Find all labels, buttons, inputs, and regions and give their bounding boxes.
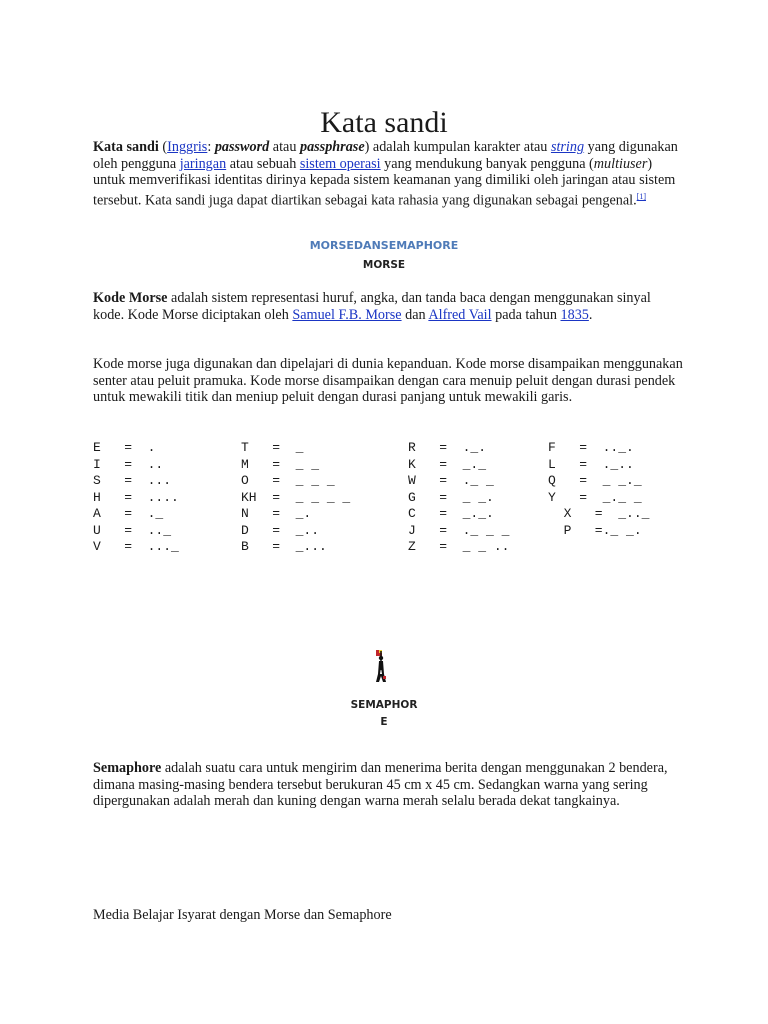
intro-text: yang digunakan oleh pengguna <box>93 139 678 172</box>
morse-code-entry: L = ._.. <box>548 456 634 472</box>
morse-code-entry: U = .._ <box>93 522 172 538</box>
reference-link[interactable]: [1] <box>636 192 646 202</box>
link-jaringan[interactable]: jaringan <box>179 155 227 172</box>
link-year-1835[interactable]: 1835 <box>560 306 589 323</box>
morse-code-entry: Y = _._ _ <box>548 489 642 505</box>
intro-text: atau sebuah <box>226 155 300 172</box>
intro-text: ( <box>158 139 168 155</box>
morse-code-entry: Q = _ _._ <box>548 473 642 488</box>
morse-code-entry: F = .._. <box>548 440 634 455</box>
link-sistem-operasi[interactable]: sistem operasi <box>299 155 381 172</box>
morse-code-entry: M = _ _ <box>241 456 320 472</box>
page-title: Kata sandi <box>320 106 448 140</box>
morse-term: Kode Morse <box>93 290 168 306</box>
term-passphrase: passphrase <box>299 139 365 155</box>
link-string-label: string <box>550 139 585 155</box>
term-password: password <box>214 139 270 155</box>
morse-code-entry: W = ._ _ <box>408 473 494 488</box>
semaphore-heading-line-1: SEMAPHOR <box>350 699 418 711</box>
footer-text: Media Belajar Isyarat dengan Morse dan Semaphore <box>93 907 392 923</box>
link-alfred-vail[interactable]: Alfred Vail <box>428 306 492 323</box>
morse-code-entry: G = _ _. <box>408 489 494 505</box>
morse-code-entry: KH = _ _ _ _ <box>241 489 351 505</box>
morse-code-entry: I = .. <box>93 456 164 472</box>
morse-code-entry: V = ..._ <box>93 539 179 554</box>
term-multiuser: multiuser <box>593 155 648 172</box>
morse-code-entry: Z = _ _ .. <box>408 539 510 554</box>
morse-heading: MORSE <box>362 259 406 271</box>
morse-code-entry: H = .... <box>93 489 179 505</box>
morse-code-entry: S = ... <box>93 473 172 488</box>
morse-code-entry: A = ._ <box>93 506 164 521</box>
intro-text: yang mendukung banyak pengguna ( <box>380 155 594 172</box>
link-samuel-morse[interactable]: Samuel F.B. Morse <box>292 306 402 323</box>
section-heading: MORSEDANSEMAPHORE <box>309 239 459 252</box>
intro-text: atau <box>269 139 300 155</box>
semaphore-paragraph <box>93 760 683 810</box>
morse-code-entry: X = _.._ <box>548 506 650 521</box>
intro-term: Kata sandi <box>93 139 159 155</box>
link-string[interactable] <box>551 139 584 155</box>
morse-code-entry: D = _.. <box>241 522 320 538</box>
morse-paragraph-1 <box>93 290 683 323</box>
morse-text: . <box>588 306 593 323</box>
morse-code-entry: B = _... <box>241 539 327 554</box>
morse-code-entry: J = ._ _ _ <box>408 522 510 538</box>
morse-text: adalah sistem representasi huruf, angka, dan tanda baca dengan menggunakan sinyal kode. Kode Morse diciptakan oleh <box>93 290 651 323</box>
semaphore-term: Semaphore <box>93 760 162 776</box>
morse-code-entry: E = . <box>93 440 156 455</box>
semaphore-text: adalah suatu cara untuk mengirim dan menerima berita dengan menggunakan 2 bendera, dimana masing-masing bendera tersebut berukuran 45 cm x 45 cm. Sedangkan warna yang sering dipergunakan adalah merah dan kuning dengan warna merah selalu berada dekat tangkainya. <box>93 760 668 810</box>
morse-code-entry: T = _ <box>241 440 304 455</box>
link-inggris[interactable]: Inggris <box>167 139 208 155</box>
intro-paragraph <box>93 139 683 210</box>
semaphore-flag-icon <box>372 648 390 684</box>
morse-code-entry: N = _. <box>241 506 312 521</box>
morse-paragraph-2: Kode morse juga digunakan dan dipelajari di dunia kepanduan. Kode morse disampaikan menggunakan senter atau peluit pramuka. Kode morse disampaikan dengan cara menuip peluit dengan durasi pendek untuk mewakili titik dan meniup peluit dengan durasi panjang untuk mewakili garis. <box>93 356 683 406</box>
morse-code-entry: O = _ _ _ <box>241 473 335 488</box>
morse-text: dan <box>401 306 429 323</box>
semaphore-heading-line-2: E <box>380 716 388 728</box>
intro-text: : <box>207 139 215 155</box>
intro-text: ) adalah kumpulan karakter atau <box>364 139 551 155</box>
morse-code-entry: C = _._. <box>408 506 494 521</box>
morse-text: pada tahun <box>491 306 561 323</box>
morse-code-entry: K = _._ <box>408 456 487 472</box>
morse-code-entry: R = ._. <box>408 440 487 455</box>
intro-text: ) untuk memverifikasi identitas dirinya kepada sistem keamanan yang dimiliki oleh jaringan atau sistem tersebut. Kata sandi juga dapat diartikan sebagai kata rahasia yang digunakan sebagai pengenal. <box>93 155 676 209</box>
morse-code-entry: P =._ _. <box>548 522 642 538</box>
